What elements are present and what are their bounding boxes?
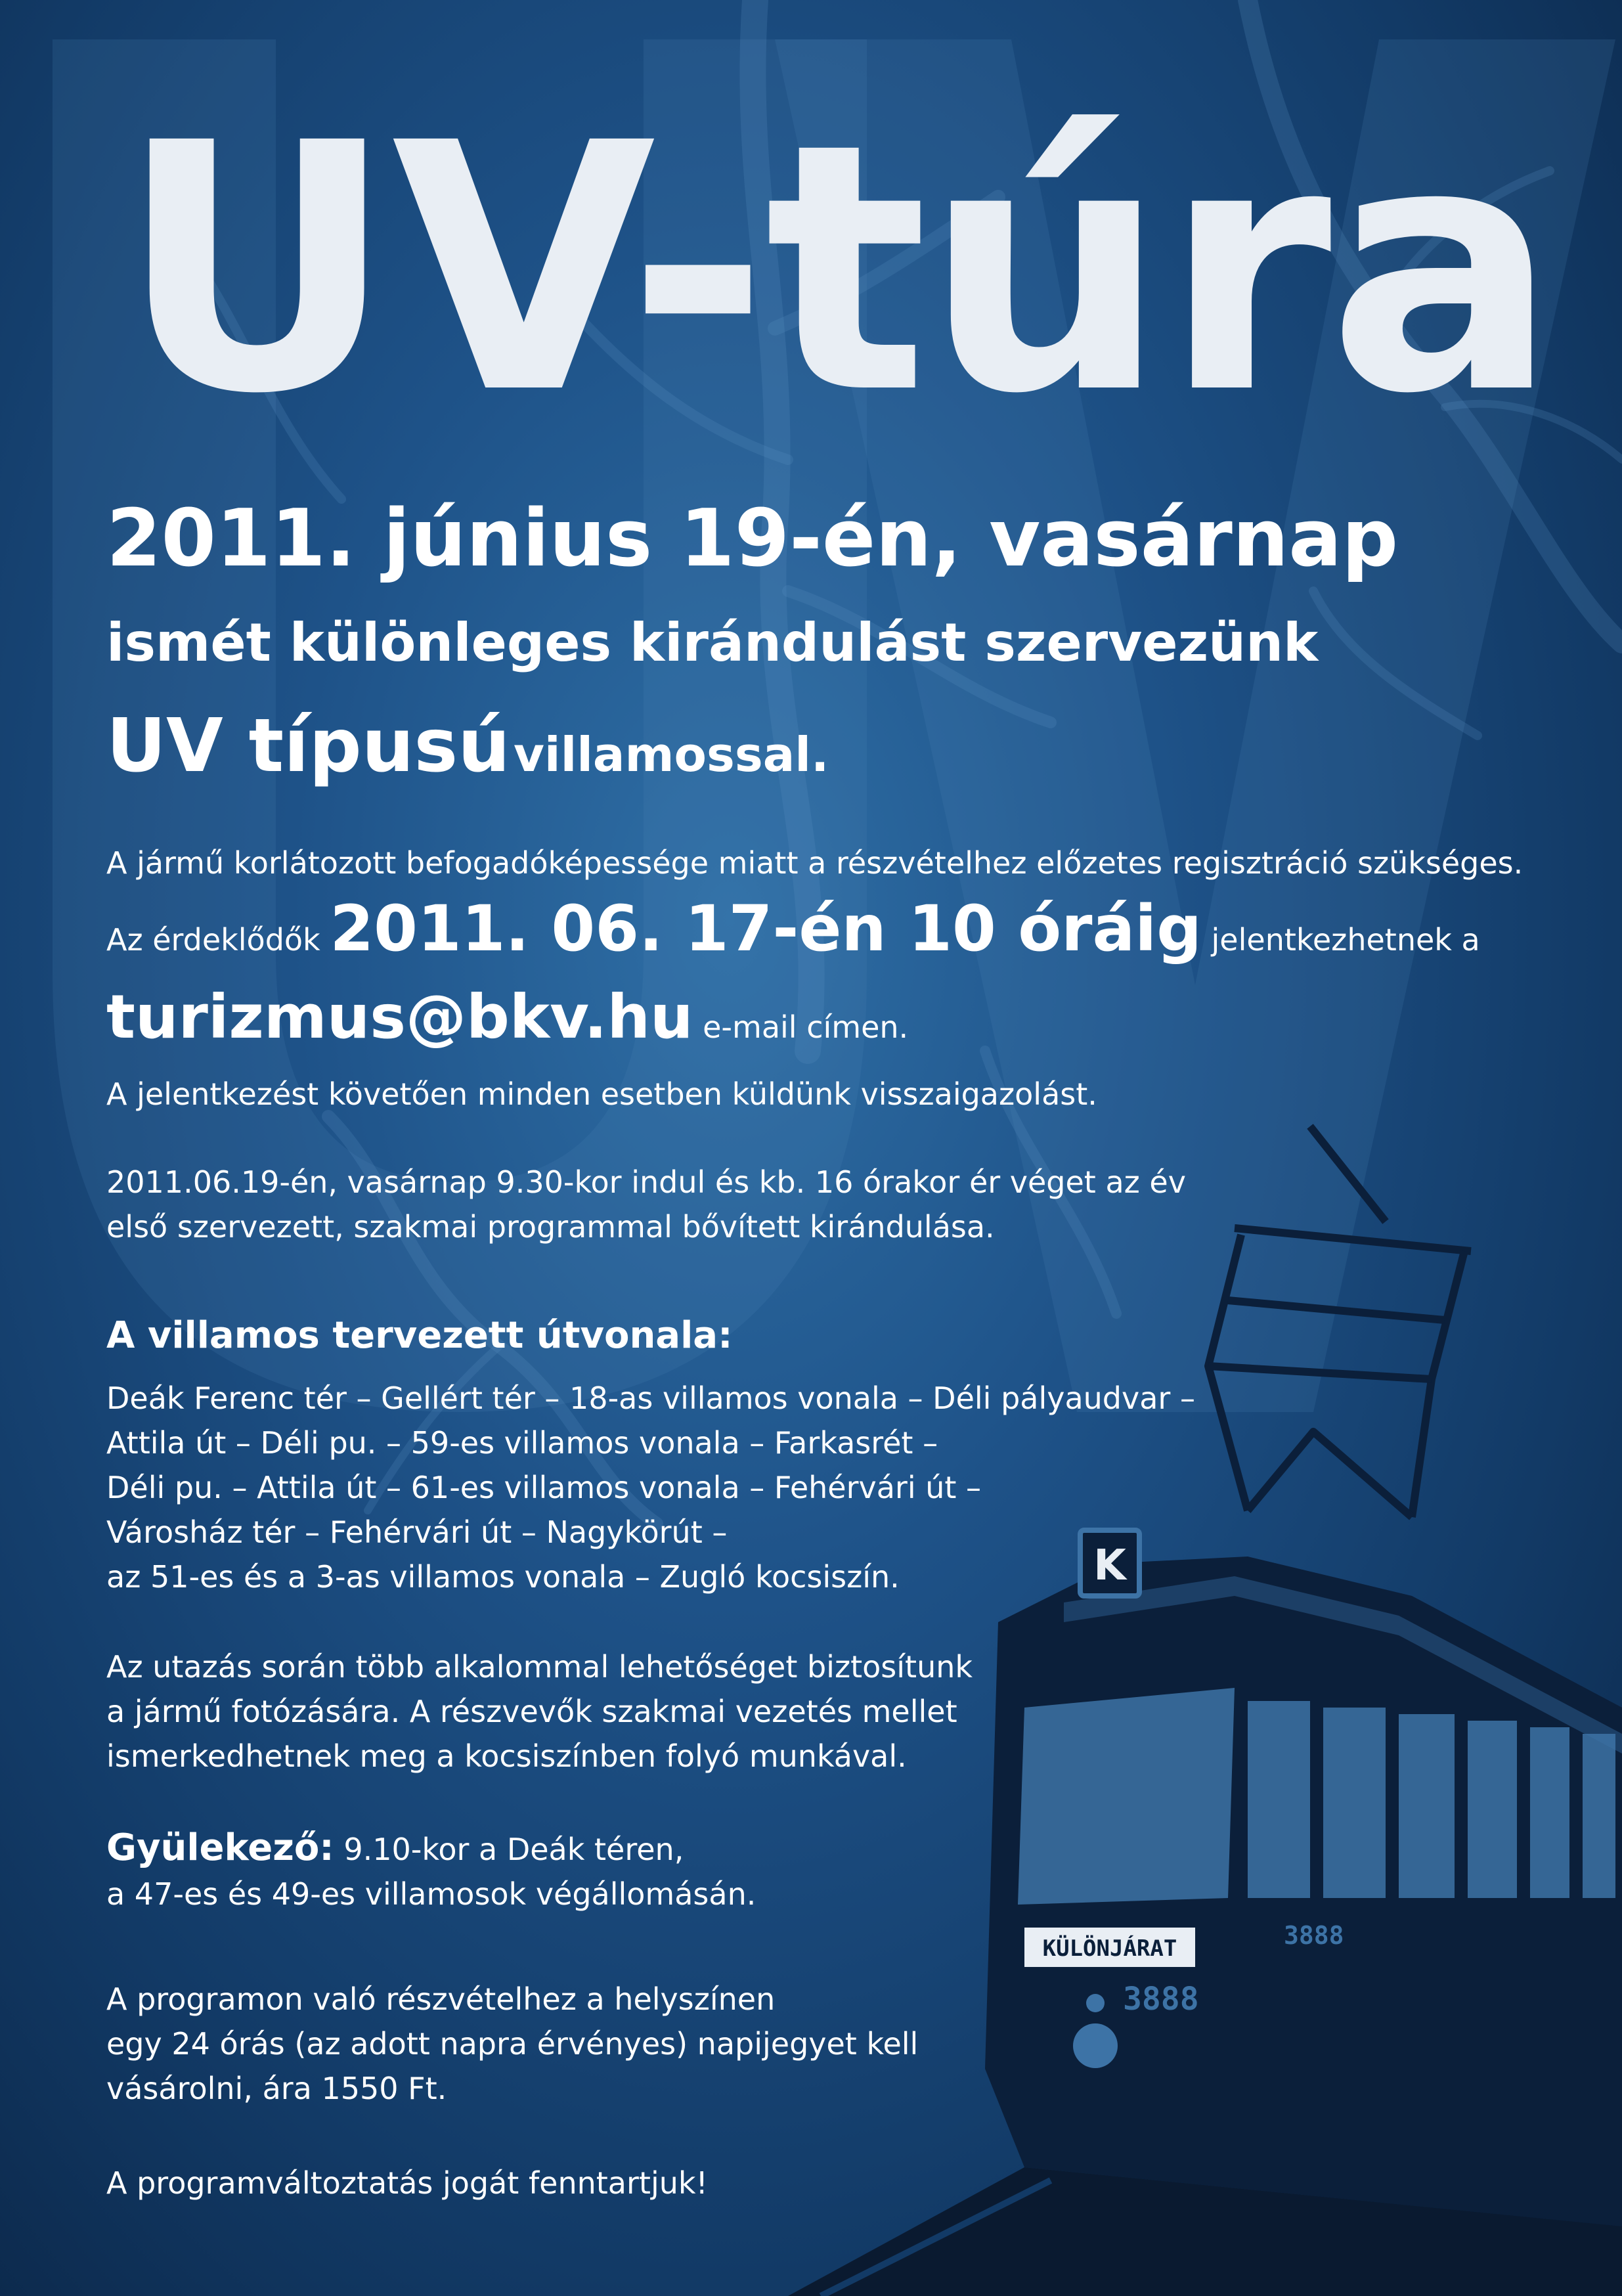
photo-info [106,1645,973,1778]
meeting-location: a 47-es és 49-es villamosok végállomásán. [106,1876,756,1912]
ticket-info [106,1977,918,2111]
tram-destination-board: KÜLÖNJÁRAT [1042,1935,1177,1962]
tram-route-sign: K [1093,1541,1126,1590]
email-suffix: e-mail címen. [703,1009,909,1045]
subtitle-tram-suffix: villamossal. [513,727,829,782]
email-line [106,982,909,1052]
registration-note: A jármű korlátozott befogadóképessége miatt a részvételhez előzetes regisztráció szükséges. [106,845,1523,881]
route-heading: A villamos tervezett útvonala: [106,1314,733,1357]
start-info [106,1160,1186,1249]
ticket-info-line: egy 24 órás (az adott napra érvényes) napijegyet kell [106,2026,919,2062]
event-date-heading: 2011. június 19-én, vasárnap [106,493,1399,585]
start-info-line: 2011.06.19-én, vasárnap 9.30-kor indul és kb. 16 órakor ér véget az év [106,1164,1186,1200]
route-line: Városház tér – Fehérvári út – Nagykörút – [106,1514,728,1550]
deadline-prefix: Az érdeklődők [106,922,320,958]
meeting-time: 9.10-kor a Deák téren, [343,1832,684,1867]
photo-info-line: a jármű fotózására. A részvevők szakmai vezetés mellet [106,1694,957,1729]
route-line: Attila út – Déli pu. – 59-es villamos vonala – Farkasrét – [106,1425,938,1461]
route-line: Déli pu. – Attila út – 61-es villamos vonala – Fehérvári út – [106,1470,982,1505]
route-line: Deák Ferenc tér – Gellért tér – 18-as villamos vonala – Déli pályaudvar – [106,1380,1195,1416]
route-list [106,1376,1195,1599]
event-subtitle-line2 [106,703,829,789]
event-subtitle-line1: ismét különleges kirándulást szervezünk [106,612,1319,673]
photo-info-line: ismerkedhetnek meg a kocsiszínben folyó munkával. [106,1738,907,1774]
photo-info-line: Az utazás során több alkalommal lehetőséget biztosítunk [106,1649,973,1685]
deadline-line [106,892,1480,965]
tram-number-lower: 3888 [1123,1981,1199,2018]
meeting-label: Gyülekező: [106,1826,334,1869]
contact-email-link[interactable]: turizmus@bkv.hu [106,982,693,1052]
reservation-note: A programváltoztatás jogát fenntartjuk! [106,2165,708,2201]
ticket-info-line: A programon való részvételhez a helyszínen [106,1981,776,2017]
poster-headline: UV-túra [118,70,1554,468]
ticket-info-line: vásárolni, ára 1550 Ft. [106,2071,447,2106]
start-info-line: első szervezett, szakmai programmal bővített kirándulása. [106,1209,995,1245]
meeting-info [106,1826,756,1916]
tram-number-upper: 3888 [1284,1921,1344,1950]
deadline-suffix: jelentkezhetnek a [1211,922,1480,958]
route-line: az 51-es és a 3-as villamos vonala – Zugló kocsiszín. [106,1559,900,1595]
confirmation-note: A jelentkezést követően minden esetben küldünk visszaigazolást. [106,1076,1097,1112]
deadline-date: 2011. 06. 17-én 10 óráig [330,892,1202,965]
subtitle-tram-type: UV típusú [106,703,510,789]
